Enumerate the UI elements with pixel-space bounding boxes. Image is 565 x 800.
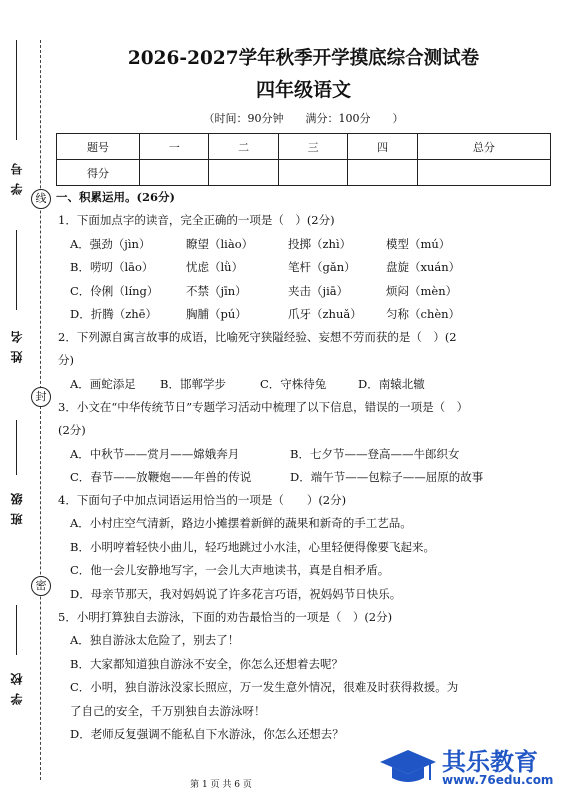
option-text: 投掷（zhì） [288, 237, 352, 251]
question-1-option-row [56, 303, 565, 326]
option-text: 瞭望（liào） [186, 237, 254, 251]
question-4-option: A．小村庄空气清新，路边小摊摆着新鲜的蔬果和新奇的手工艺品。 [70, 516, 412, 530]
option-text: 爪牙（zhuǎ） [288, 307, 362, 321]
score-header-cell: 三 [278, 134, 347, 160]
question-5-stem: 5．小明打算独自去游泳，下面的劝告最恰当的一项是（ ）(2分) [58, 610, 393, 624]
score-header-cell: 一 [140, 134, 209, 160]
score-header-cell: 四 [348, 134, 417, 160]
option-text: 笔杆（gǎn） [288, 260, 356, 274]
question-2-option-row [56, 373, 565, 396]
option-text: D．南辕北辙 [358, 377, 425, 391]
name-label: 姓名 [10, 323, 24, 363]
option-text: 盘旋（xuán） [386, 260, 461, 274]
binding-margin [0, 0, 56, 800]
class-blank [16, 420, 17, 475]
question-2-stem: 2．下列源自寓言故事的成语，比喻死守狭隘经验、妄想不劳而获的是（ ）(2 [58, 330, 457, 344]
question-5-option-cont: 了自己的安全，千万别独自去游泳呀！ [70, 704, 266, 718]
logo-url: www.76edu.com [442, 773, 554, 787]
question-5-option: D．老师反复强调不能私自下水游泳，你怎么还想去？ [70, 727, 344, 741]
option-text: D．端午节——包粽子——屈原的故事 [290, 470, 484, 484]
question-3-option-row [56, 466, 565, 489]
question-4-option: C．他一会儿安静地写字，一会儿大声地读书，真是自相矛盾。 [70, 563, 390, 577]
student-id-blank [16, 40, 17, 140]
score-table [56, 133, 551, 186]
exam-subtitle: 四年级语文 [255, 79, 351, 101]
question-4-option: D．母亲节那天，我对妈妈说了许多花言巧语，祝妈妈节日快乐。 [70, 587, 402, 601]
option-text: 匀称（chèn） [386, 307, 461, 321]
binding-mark-mi: 密 [31, 576, 51, 596]
binding-mark-feng: 封 [31, 387, 51, 407]
option-text: C．伶俐（líng） [70, 284, 159, 298]
option-text: B．邯郸学步 [160, 377, 226, 391]
question-3-option-row [56, 443, 565, 466]
option-text: A．强劲（jìn） [70, 237, 151, 251]
question-1-stem: 1．下面加点字的读音，完全正确的一项是（ ）(2分) [58, 213, 335, 227]
class-label: 班级 [10, 485, 24, 525]
score-header-cell: 总分 [417, 134, 550, 160]
option-text: D．折腾（zhē） [70, 307, 157, 321]
option-text: C．守株待兔 [260, 377, 327, 391]
exam-title: 2026-2027学年秋季开学摸底综合测试卷 [127, 48, 480, 69]
binding-mark-xian: 线 [31, 189, 51, 209]
question-1-option-row [56, 256, 565, 279]
logo-brand-name: 其乐教育 [442, 748, 538, 776]
question-4-stem: 4．下面句子中加点词语运用恰当的一项是（ ）(2分) [58, 493, 347, 507]
question-5-option: B．大家都知道独自游泳不安全，你怎么还想着去呢？ [70, 657, 343, 671]
option-text: 胸脯（pú） [186, 307, 247, 321]
option-text: A．画蛇添足 [70, 377, 136, 391]
question-3-stem-cont: (2分) [58, 423, 86, 437]
section-1-title: 一、积累运用。(26分) [56, 190, 175, 204]
question-5-option: C．小明，独自游泳没家长照应，万一发生意外情况，很难及时获得救援。为 [70, 680, 459, 694]
option-text: 忧虑（lǜ） [186, 260, 244, 274]
question-5-option: A．独自游泳太危险了，别去了！ [70, 633, 240, 647]
time-info: （时间：90分钟 满分：100分 ） [203, 112, 404, 125]
score-cell[interactable] [348, 160, 417, 186]
score-cell[interactable] [278, 160, 347, 186]
question-1-option-row [56, 280, 565, 303]
question-2-stem-cont: 分) [58, 353, 74, 367]
option-text: 烦闷（mèn） [386, 284, 458, 298]
question-3-stem: 3．小文在“中华传统节日”专题学习活动中梳理了以下信息，错误的一项是（ ） [58, 400, 469, 414]
question-4-option: B．小明哼着轻快小曲儿，轻巧地跳过小水洼，心里轻便得像要飞起来。 [70, 540, 435, 554]
score-table-header-row [57, 134, 551, 160]
student-id-label: 学号 [10, 155, 24, 195]
score-cell[interactable] [140, 160, 209, 186]
option-text: 夹击（jiā） [288, 284, 349, 298]
name-blank [16, 230, 17, 310]
score-table-score-row [57, 160, 551, 186]
option-text: 模型（mú） [386, 237, 451, 251]
question-1-option-row [56, 233, 565, 256]
school-blank [16, 605, 17, 655]
score-cell[interactable] [209, 160, 278, 186]
binding-dashed-line [40, 40, 41, 780]
score-header-cell: 二 [209, 134, 278, 160]
option-text: B．唠叨（lāo） [70, 260, 154, 274]
option-text: 不禁（jīn） [186, 284, 247, 298]
option-text: A．中秋节——赏月——嫦娥奔月 [70, 447, 240, 461]
score-header-cell: 题号 [57, 134, 140, 160]
score-cell[interactable] [417, 160, 550, 186]
page-footer: 第 1 页 共 6 页 [190, 780, 252, 790]
option-text: C．春节——放鞭炮——年兽的传说 [70, 470, 252, 484]
option-text: B．七夕节——登高——牛郎织女 [290, 447, 460, 461]
school-label: 学校 [10, 665, 24, 705]
score-row-label: 得分 [57, 160, 140, 186]
